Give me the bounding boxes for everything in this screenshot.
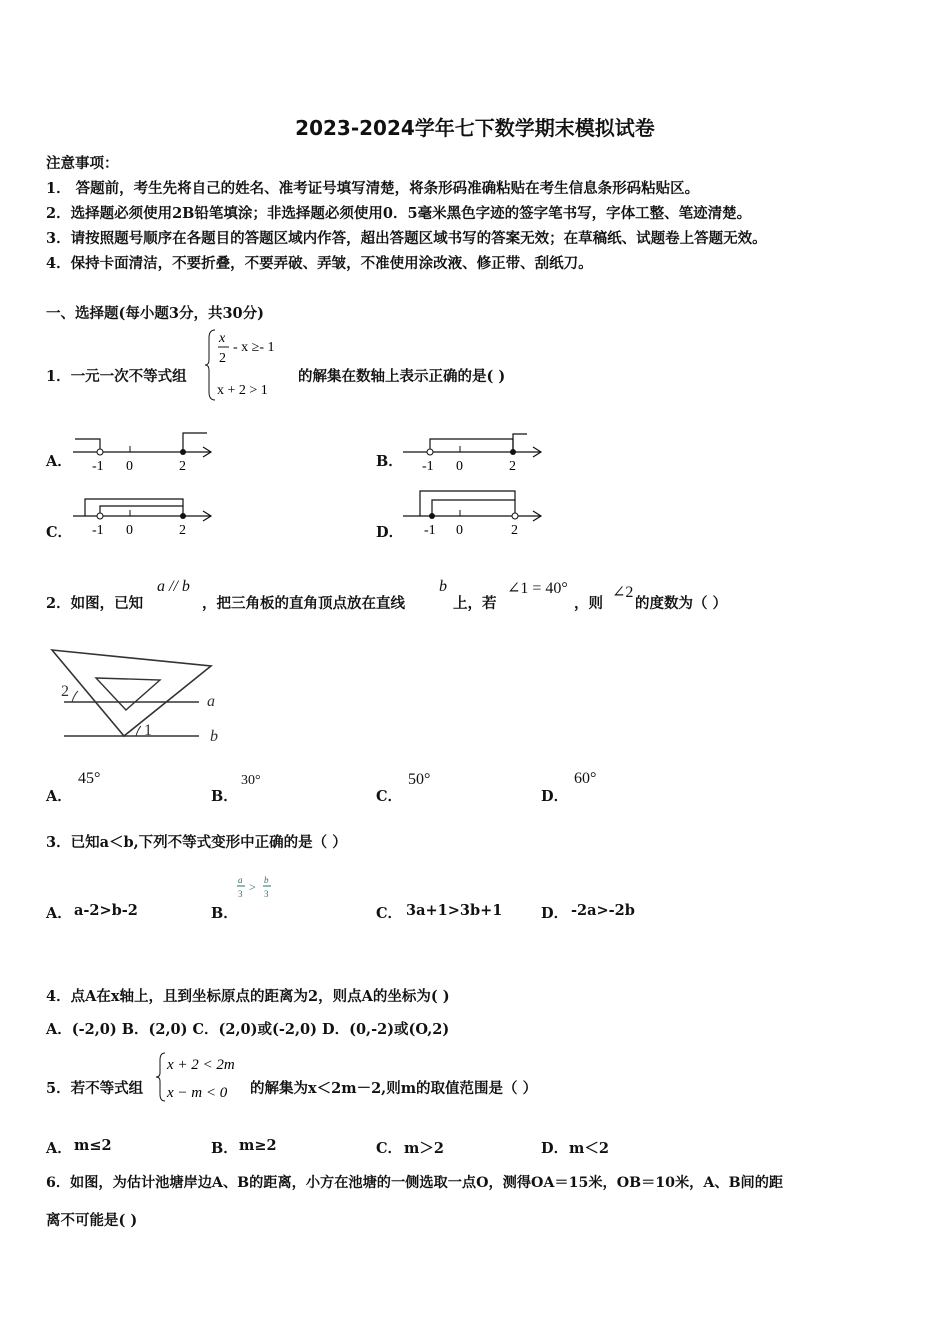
q5-option-c-label[interactable]: C． [376,1140,403,1157]
q1-option-a-numberline [65,430,225,475]
q5-option-d-label[interactable]: D． [541,1140,569,1157]
page-title: 2023-2024学年七下数学期末模拟试卷 [295,116,655,140]
q1-option-c-label[interactable]: C． [46,524,73,541]
q5-option-c-text: m＞2 [404,1140,444,1157]
q1-sys-rest: - x ≥- 1 [233,340,275,355]
frac-num-b: b [264,875,269,885]
q2-math-parallel: a // b [157,578,190,595]
angle-label-2: 2 [61,683,69,700]
tick-label: -1 [424,523,436,538]
tick-label: -1 [92,523,104,538]
tick-label: 0 [126,523,133,538]
q2-option-a-label[interactable]: A． [46,788,72,805]
q3-option-a-label[interactable]: A． [46,905,72,922]
q3-option-c-text: 3a+1>3b+1 [406,902,503,919]
q2-stem-part5: 的度数为（ ） [635,595,728,612]
q1-option-b-label[interactable]: B． [376,453,403,470]
tick-label: 2 [179,523,186,538]
q5-sys-line2: x − m < 0 [167,1085,228,1101]
q1-suffix: 的解集在数轴上表示正确的是( ) [298,368,506,385]
q5-option-a-label[interactable]: A． [46,1140,72,1157]
q1-option-d-label[interactable]: D． [376,524,404,541]
q5-suffix: 的解集为x＜2m－2,则m的取值范围是（ ） [250,1080,538,1097]
tick-label: 0 [126,459,133,474]
tick-label: 2 [509,459,516,474]
q5-option-d-text: m＜2 [569,1140,609,1157]
tick-label: -1 [92,459,104,474]
q1-option-b-numberline [395,430,555,475]
q5-prefix: 5．若不等式组 [46,1080,144,1097]
notice-item: 4．保持卡面清洁，不要折叠，不要弄破、弄皱，不准使用涂改液、修正带、刮纸刀。 [46,255,593,272]
tick-label: 0 [456,459,463,474]
q4-options[interactable]: A．(-2,0) B．(2,0) C．(2,0)或(-2,0) D．(0,-2)或(O,2) [46,1021,450,1038]
q4-stem: 4．点A在x轴上，且到坐标原点的距离为2，则点A的坐标为( ) [46,988,450,1005]
q2-option-d-label[interactable]: D． [541,788,569,805]
q2-option-c-label[interactable]: C． [376,788,403,805]
frac-den-a: 3 [238,889,243,899]
q2-stem-part3: 上，若 [453,595,497,612]
q6-stem-line2: 离不可能是( ) [46,1212,138,1229]
q2-math-b: b [439,578,447,595]
q3-stem: 3．已知a＜b,下列不等式变形中正确的是（ ） [46,834,347,851]
q2-math-angle2: ∠2 [612,584,634,601]
frac-den-b: 3 [264,889,269,899]
q3-option-c-label[interactable]: C． [376,905,403,922]
q5-option-b-label[interactable]: B． [211,1140,238,1157]
q2-option-c-value: 50° [408,771,431,788]
q3-option-b-fraction [236,872,280,902]
q3-option-a-text: a-2>b-2 [74,902,138,919]
q2-stem-part2: ，把三角板的直角顶点放在直线 [202,595,405,612]
notice-item: 2．选择题必须使用2B铅笔填涂；非选择题必须使用0．5毫米黑色字迹的签字笔书写，字体工整、笔迹清楚。 [46,205,752,222]
q3-option-d-label[interactable]: D． [541,905,569,922]
line-label-a: a [207,693,215,710]
notice-item: 3．请按照题号顺序在各题目的答题区域内作答，超出答题区域书写的答案无效；在草稿纸、试题卷上答题无效。 [46,230,767,247]
tick-label: 0 [456,523,463,538]
q2-option-b-value: 30° [241,773,261,788]
q2-stem-part4: ，则 [574,595,603,612]
q2-math-angle1: ∠1 = 40° [507,580,568,597]
q1-option-d-numberline [395,486,555,538]
tick-label: -1 [422,459,434,474]
q1-sys-den: 2 [219,351,226,366]
q1-prefix: 1．一元一次不等式组 [46,368,187,385]
notice-heading: 注意事项： [46,155,119,172]
q2-stem-part1: 2．如图，已知 [46,595,144,612]
q1-inequality-system [205,326,300,404]
q2-option-a-value: 45° [78,770,101,787]
frac-gt: > [249,880,256,894]
frac-num-a: a [238,875,243,885]
q5-inequality-system [155,1050,250,1106]
q6-stem-line1: 6．如图，为估计池塘岸边A、B的距离，小方在池塘的一侧选取一点O，测得OA＝15米，OB＝10米，A、B间的距 [46,1175,784,1191]
notice-item: 1． 答题前，考生先将自己的姓名、准考证号填写清楚，将条形码准确粘贴在考生信息条形码粘贴区。 [46,180,700,197]
q2-option-d-value: 60° [574,770,597,787]
q1-option-c-numberline [65,494,225,539]
q3-option-b-label[interactable]: B． [211,905,238,922]
tick-label: 2 [511,523,518,538]
q5-sys-line1: x + 2 < 2m [167,1057,235,1073]
q5-option-b-text: m≥2 [239,1137,277,1154]
q1-option-a-label[interactable]: A． [46,453,72,470]
q3-option-d-text: -2a>-2b [571,902,635,919]
angle-label-1: 1 [144,722,152,739]
q1-sys-line2: x + 2 > 1 [217,383,268,398]
tick-label: 2 [179,459,186,474]
line-label-b: b [210,728,218,745]
q5-option-a-text: m≤2 [74,1137,112,1154]
q2-option-b-label[interactable]: B． [211,788,238,805]
q2-figure-triangle-lines [44,642,234,752]
section-heading: 一、选择题(每小题3分，共30分) [46,305,264,322]
q1-sys-num: x [219,331,226,346]
